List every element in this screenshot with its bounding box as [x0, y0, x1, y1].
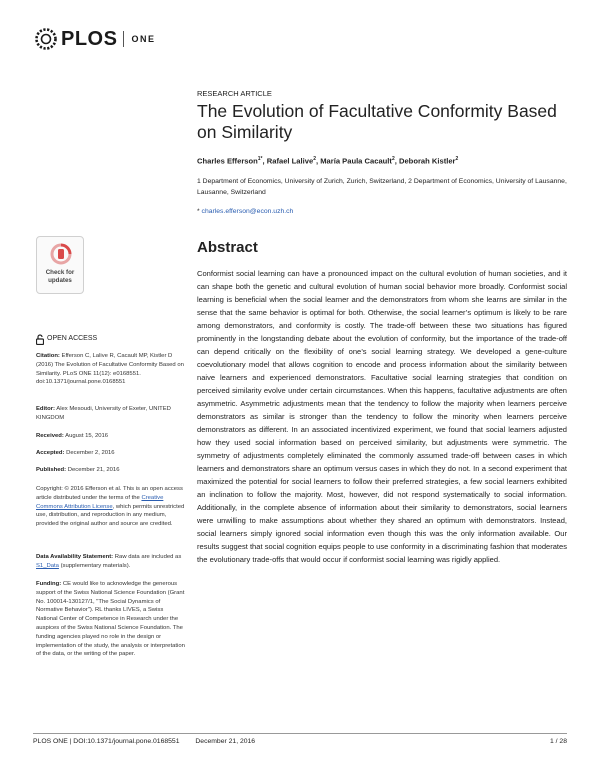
data-availability-text-end: (supplementary materials). — [58, 562, 131, 569]
footer-rule — [33, 733, 567, 734]
page-number: 1 / 28 — [549, 738, 567, 745]
open-access — [36, 334, 186, 345]
accepted-block — [36, 449, 186, 458]
plos-logo-icon — [33, 26, 59, 52]
badge-line-2: updates — [48, 277, 72, 284]
funding-block — [36, 580, 186, 659]
author-affil-mark: 2 — [455, 156, 459, 162]
logo-divider — [123, 31, 124, 47]
check-for-updates-badge[interactable] — [36, 236, 84, 294]
footer-date: December 21, 2016 — [195, 738, 256, 745]
copyright-text: Copyright: © 2016 Efferson et al. This is an open access article distributed under the terms of the — [36, 486, 183, 501]
affiliations: 1 Department of Economics, University of Zurich, Zurich, Switzerland, 2 Department of Economics, University of Lausanne, Lausanne, Switzerland — [197, 178, 567, 196]
data-availability-block — [36, 553, 186, 571]
data-availability-label: Data Availability Statement: — [36, 554, 114, 560]
editor-block — [36, 405, 186, 423]
funding-text: CE would like to acknowledge the generous support of the Swiss National Science Foundation (Grant No. 100014-130127/1, "The Social Dynamics of Normative Behavior"). RL thanks LIVES, a Swiss National Center of Competence in Research under the auspices of the Swiss National Science Foundation. The funding agencies played no role in the design or implementation of the study, the analysis or interpretation of the data, or the writing of the paper. — [36, 581, 185, 658]
email-marker: * — [197, 208, 202, 215]
author-affil-mark: 2 — [313, 156, 316, 162]
email-link[interactable]: charles.efferson@econ.uzh.ch — [201, 208, 294, 215]
badge-label — [37, 269, 83, 285]
author-name: Rafael Lalive — [266, 156, 314, 166]
check-updates-icon — [50, 243, 72, 265]
author-list: Charles Efferson$^{1*}$, Rafael Lalive$^2$, María Paula Cacault$^2$, Deborah Kistler$^2$ — [197, 156, 459, 166]
data-availability-text: Raw data are included as — [114, 554, 182, 560]
article-type: RESEARCH ARTICLE — [197, 89, 272, 98]
copyright-block — [36, 485, 186, 529]
corresponding-email — [197, 208, 567, 215]
accepted-label: Accepted: — [36, 450, 65, 456]
copyright-text-end: , which permits unrestricted use, distribution, and reproduction in any medium, provided the original author and source are credited. — [36, 503, 185, 528]
editor-text: Alex Mesoudi, University of Exeter, UNITED KINGDOM — [36, 406, 171, 421]
published-block — [36, 466, 186, 475]
s1-data-link[interactable]: S1_Data — [36, 562, 59, 569]
author-name: María Paula Cacault — [320, 156, 392, 166]
accepted-date: December 2, 2016 — [66, 450, 115, 456]
author-affil-mark: 2 — [391, 156, 395, 162]
open-lock-icon — [36, 334, 44, 345]
author-name: Deborah Kistler — [398, 156, 456, 166]
open-access-label: OPEN ACCESS — [47, 335, 98, 343]
citation-label: Citation: — [36, 353, 60, 359]
citation-text: Efferson C, Lalive R, Cacault MP, Kistler D (2016) The Evolution of Facultative Conformity Based on Similarity. PLoS ONE 11(12): e0168551. doi:10.1371/journal.pone.0168551 — [36, 353, 184, 386]
author-name: Charles Efferson — [197, 156, 258, 166]
funding-label: Funding: — [36, 581, 62, 587]
abstract-text: Conformist social learning can have a pronounced impact on the cultural evolution of human societies, and it can shape both the genetic and cultural evolution of human social behavior more broadly. Conformist social learning is beneficial when the social learner and the demonstrators from whom she learns are similar in the sense that the same behavior is optimal for both. Otherwise, the social learner’s optimum is likely to be rare among demonstrators, and conformity is costly. The trade-off between these two situations has figured prominently in the longstanding debate about the evolution of conformity, but the importance of the trade-off can depend critically on the flexibility of one’s social learning strategy. We developed a gene-culture coevolutionary model that allows cognition to encode and process information about the similarity between naive learners and experienced demonstrators. Facultative social learning strategies that condition on perceived similarity evolve under certain circumstances. When this happens, facultative adjustments are often asymmetric. Asymmetric adjustments mean that the tendency to follow the majority when learners perceive demonstrators as similar is stronger than the tendency to follow the minority when learners perceive demonstrators as different. In an associated incentivized experiment, we found that social learners adjusted how they used social information based on perceived similarity, but adjustments were symmetric. The symmetry of adjustments completely eliminated the commonly assumed trade-off between cases in which learners and demonstrators share an optimum versus cases in which they do not. In a second experiment that maximized the potential for social learners to follow their preferred strategies, a few social learners exhibited an inclination to follow the majority. Most, however, did not respond systematically to social information. Additionally, in the complete absence of information about their similarity to demonstrators, social learners were unwilling to make assumptions about whether they shared an optimum with demonstrators. Instead, social learners simply ignored social information even though this was the only information available. Our results suggest that social cognition equips people to use conformity in a discriminating fashion that moderates the evolutionary trade-offs that would occur if conformist social learning was rigidly applied. — [197, 269, 567, 564]
citation-block — [36, 352, 186, 387]
plos-logo — [33, 26, 155, 52]
badge-line-1: Check for — [45, 269, 75, 276]
received-date: August 15, 2016 — [65, 433, 109, 439]
editor-label: Editor: — [36, 406, 55, 412]
journal-name: ONE — [131, 34, 156, 44]
footer-citation — [33, 738, 255, 745]
author-affil-mark: 1* — [257, 156, 263, 162]
published-date: December 21, 2016 — [67, 467, 120, 473]
footer-doi: PLOS ONE | DOI:10.1371/journal.pone.0168551 — [33, 738, 180, 745]
publisher-name: PLOS — [61, 27, 118, 50]
abstract-heading: Abstract — [197, 239, 258, 256]
received-label: Received: — [36, 433, 64, 439]
license-link[interactable]: Creative Commons Attribution License — [36, 494, 164, 510]
article-title: The Evolution of Facultative Conformity Based on Similarity — [197, 101, 557, 142]
received-block — [36, 432, 186, 441]
published-label: Published: — [36, 467, 67, 473]
